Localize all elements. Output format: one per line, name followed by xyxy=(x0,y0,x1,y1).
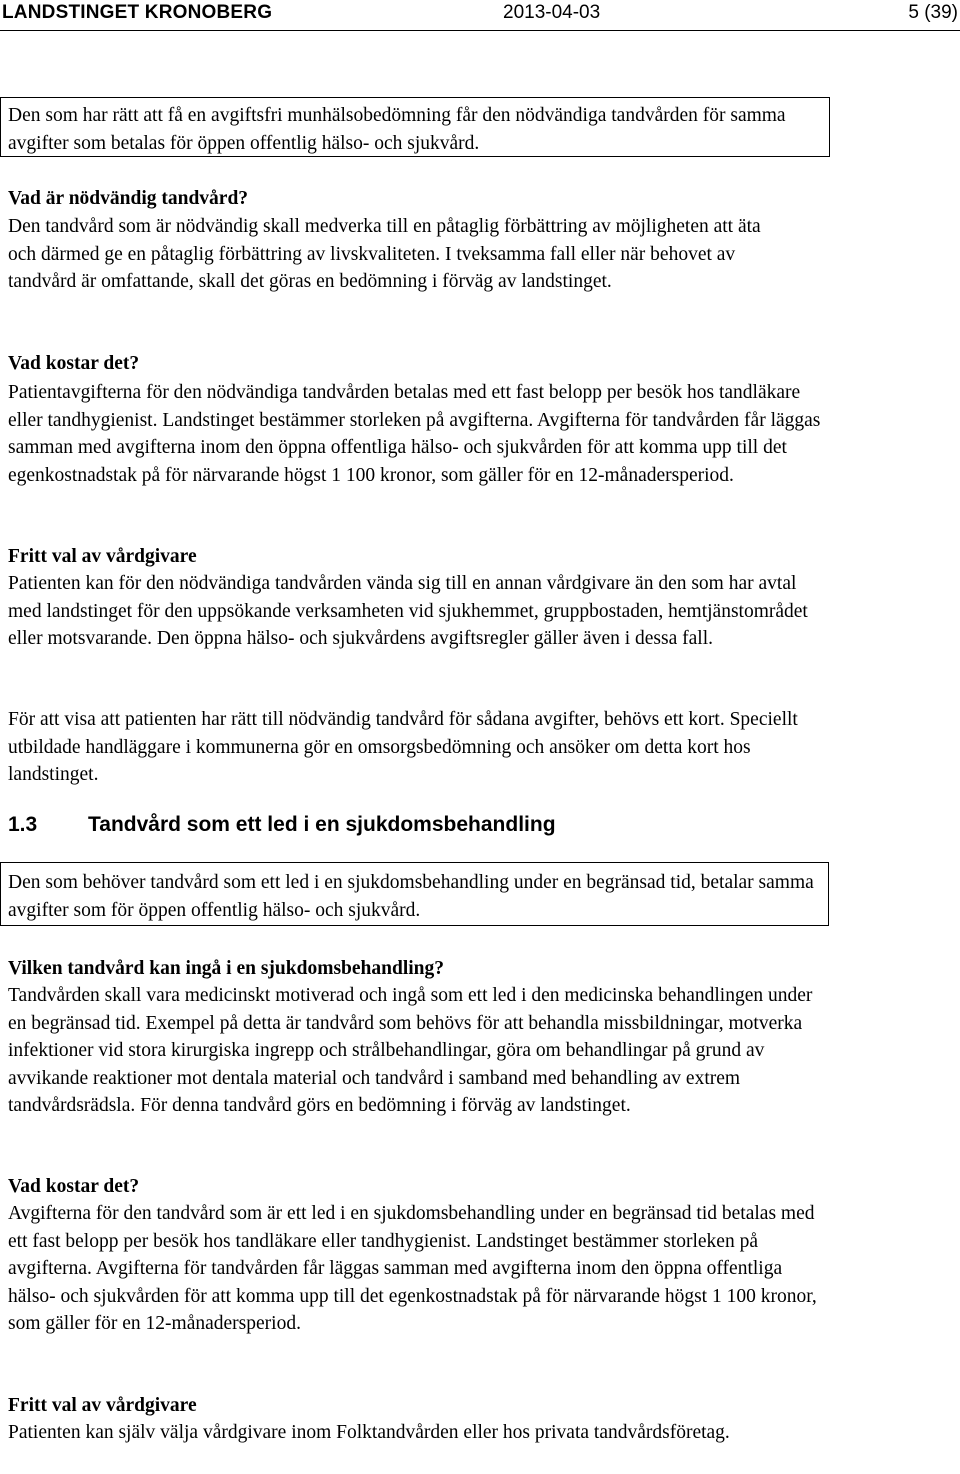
paragraph-free-choice-1: Patienten kan för den nödvändiga tandvården vända sig till en annan vårdgivare än den som har avtal med landstinget för den uppsökande verksamheten vid sjukhemmet, gruppbostaden, hemtjänstområdet eller motsvarande. Den öppna hälso- och sjukvårdens avgiftsregler gäller även i dessa fall. xyxy=(8,573,808,649)
organization-name: LANDSTINGET KRONOBERG xyxy=(2,2,273,23)
box2-text: Den som behöver tandvård som ett led i en sjukdomsbehandling under en begränsad tid, betalar samma avgifter som för öppen offentlig hälso- och sjukvård. xyxy=(8,872,814,921)
heading-cost-2: Vad kostar det? xyxy=(8,1176,140,1197)
heading-necessary-care: Vad är nödvändig tandvård? xyxy=(8,188,249,209)
section-number: 1.3 xyxy=(8,813,38,836)
paragraph-which-care: Tandvården skall vara medicinskt motiverad och ingå som ett led i den medicinska behandlingen under en begränsad tid. Exempel på detta är tandvård som behövs för att behandla missbildningar, motverka infektioner vid stora kirurgiska ingrepp och strålbehandlingar, göra om behandlingar på grund av avvikande reaktioner mot dentala material och tandvård i samband med behandling av extrem tandvårdsrädsla. För denna tandvård görs en bedömning i förväg av landstinget. xyxy=(8,985,813,1116)
box1-text: Den som har rätt att få en avgiftsfri munhälsobedömning får den nödvändiga tandvården för samma avgifter som betalas för öppen offentlig hälso- och sjukvård. xyxy=(8,105,786,154)
paragraph-card: För att visa att patienten har rätt till nödvändig tandvård för sådana avgifter, behövs ett kort. Speciellt utbildade handläggare i kommunerna gör en omsorgsbedömning och ansöker om detta kort hos landstinget. xyxy=(8,709,798,785)
heading-free-choice-2: Fritt val av vårdgivare xyxy=(8,1395,197,1416)
heading-cost-1: Vad kostar det? xyxy=(8,353,140,374)
paragraph-free-choice-2: Patienten kan själv välja vårdgivare inom Folktandvården eller hos privata tandvårdsföretag. xyxy=(8,1422,730,1443)
heading-which-care: Vilken tandvård kan ingå i en sjukdomsbehandling? xyxy=(8,958,445,979)
page-header xyxy=(0,0,960,28)
page-number: 5 (39) xyxy=(908,2,958,23)
paragraph-cost-2: Avgifterna för den tandvård som är ett led i en sjukdomsbehandling under en begränsad tid betalas med ett fast belopp per besök hos tandläkare eller tandhygienist. Landstinget bestämmer storleken på avgifterna. Avgifterna för tandvården får läggas samman med avgifterna inom den öppna offentliga hälso- och sjukvården för att komma upp till det egenkostnadstak på för närvarande högst 1 100 kronor, som gäller för en 12-månadersperiod. xyxy=(8,1203,817,1334)
header-divider xyxy=(0,30,960,31)
paragraph-cost-1: Patientavgifterna för den nödvändiga tandvården betalas med ett fast belopp per besök hos tandläkare eller tandhygienist. Landstinget bestämmer storleken på avgifterna. Avgifterna för tandvården får läggas samman med avgifterna inom den öppna offentliga hälso- och sjukvården för att komma upp till det egenkostnadstak på för närvarande högst 1 100 kronor, som gäller för en 12-månadersperiod. xyxy=(8,382,821,486)
section-title-text: Tandvård som ett led i en sjukdomsbehandling xyxy=(88,813,556,836)
section-1-3-title xyxy=(8,813,556,837)
heading-free-choice-1: Fritt val av vårdgivare xyxy=(8,546,197,567)
paragraph-necessary-care: Den tandvård som är nödvändig skall medverka till en påtaglig förbättring av möjligheten att äta och därmed ge en påtaglig förbättring av livskvaliteten. I tveksamma fall eller när behovet av tandvård är omfattande, skall det göras en bedömning i förväg av landstinget. xyxy=(8,216,761,292)
document-date: 2013-04-03 xyxy=(503,2,601,23)
